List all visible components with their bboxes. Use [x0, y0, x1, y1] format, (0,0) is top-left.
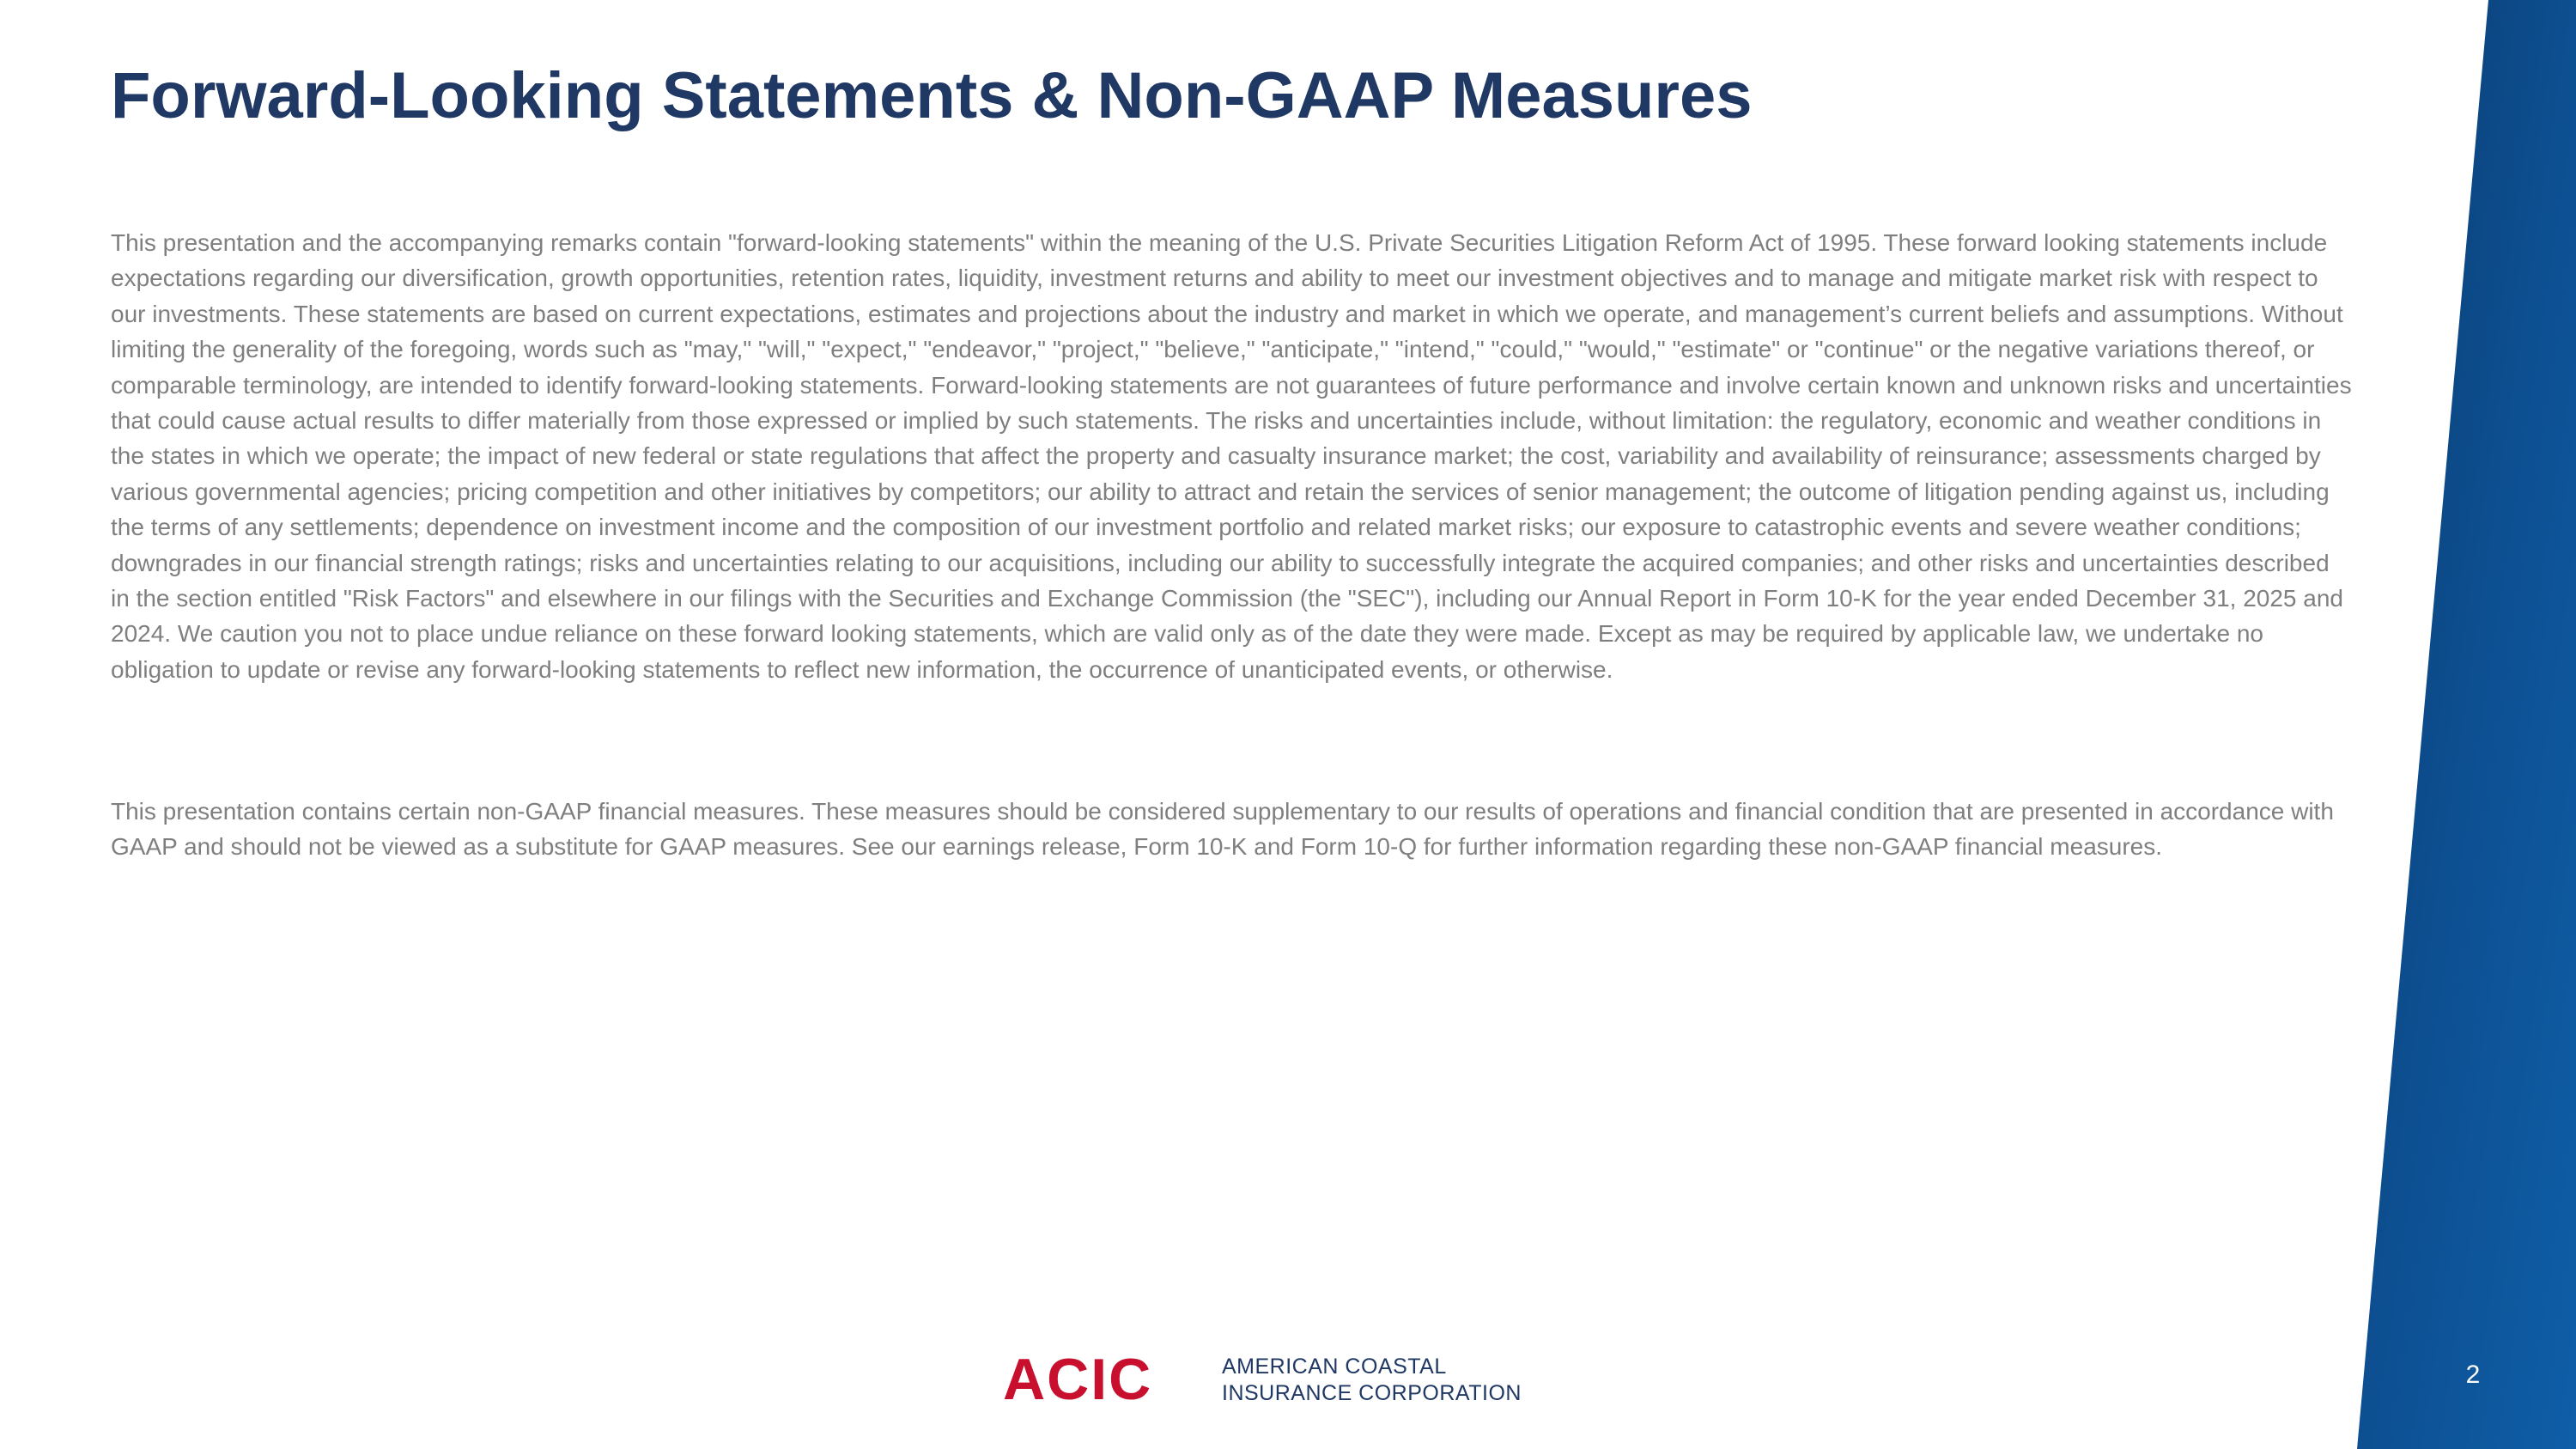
logo-wordmark: [1222, 1354, 1522, 1407]
company-logo: [1003, 1347, 1561, 1412]
non-gaap-paragraph: This presentation contains certain non-GAAP financial measures. These measures should be considered supplementary to our results of operations and financial condition that are presented in accordance with GAAP and should not be viewed as a substitute for GAAP measures. See our earnings release, Form 10-K and Form 10-Q for further information regarding these non-GAAP financial measures.: [111, 798, 2334, 861]
logo-line-2: INSURANCE CORPORATION: [1222, 1381, 1522, 1405]
forward-looking-statement-paragraph: This presentation and the accompanying remarks contain "forward-looking statements" within the meaning of the U.S. Private Securities Litigation Reform Act of 1995. These forward looking statements include expectations regarding our diversification, growth opportunities, retention rates, liquidity, investment returns and ability to meet our investment objectives and to manage and mitigate market risk with respect to our investments. These statements are based on current expectations, estimates and projections about the industry and market in which we operate, and management’s current beliefs and assumptions. Without limiting the generality of the foregoing, words such as "may," "will," "expect," "endeavor," "project," "believe," "anticipate," "intend," "could," "would," "estimate" or "continue" or the negative variations thereof, or comparable terminology, are intended to identify forward-looking statements. Forward-looking statements are not guarantees of future performance and involve certain known and unknown risks and uncertainties that could cause actual results to differ materially from those expressed or implied by such statements. The risks and uncertainties include, without limitation: the regulatory, economic and weather conditions in the states in which we operate; the impact of new federal or state regulations that affect the property and casualty insurance market; the cost, variability and availability of reinsurance; assessments charged by various governmental agencies; pricing competition and other initiatives by competitors; our ability to attract and retain the services of senior management; the outcome of litigation pending against us, including the terms of any settlements; dependence on investment income and the composition of our investment portfolio and related market risks; our exposure to catastrophic events and severe weather conditions; downgrades in our financial strength ratings; risks and uncertainties relating to our acquisitions, including our ability to successfully integrate the acquired companies; and other risks and uncertainties described in the section entitled "Risk Factors" and elsewhere in our filings with the Securities and Exchange Commission (the "SEC"), including our Annual Report in Form 10-K for the year ended December 31, 2025 and 2024. We caution you not to place undue reliance on these forward looking statements, which are valid only as of the date they were made. Except as may be required by applicable law, we undertake no obligation to update or revise any forward-looking statements to reflect new information, the occurrence of unanticipated events, or otherwise.: [111, 229, 2352, 683]
logo-line-1: AMERICAN COASTAL: [1222, 1355, 1447, 1379]
slide-title: Forward-Looking Statements & Non-GAAP Measures: [111, 59, 1753, 132]
logo-mark: ACIC: [1003, 1347, 1153, 1412]
page-number: 2: [2465, 1361, 2481, 1389]
